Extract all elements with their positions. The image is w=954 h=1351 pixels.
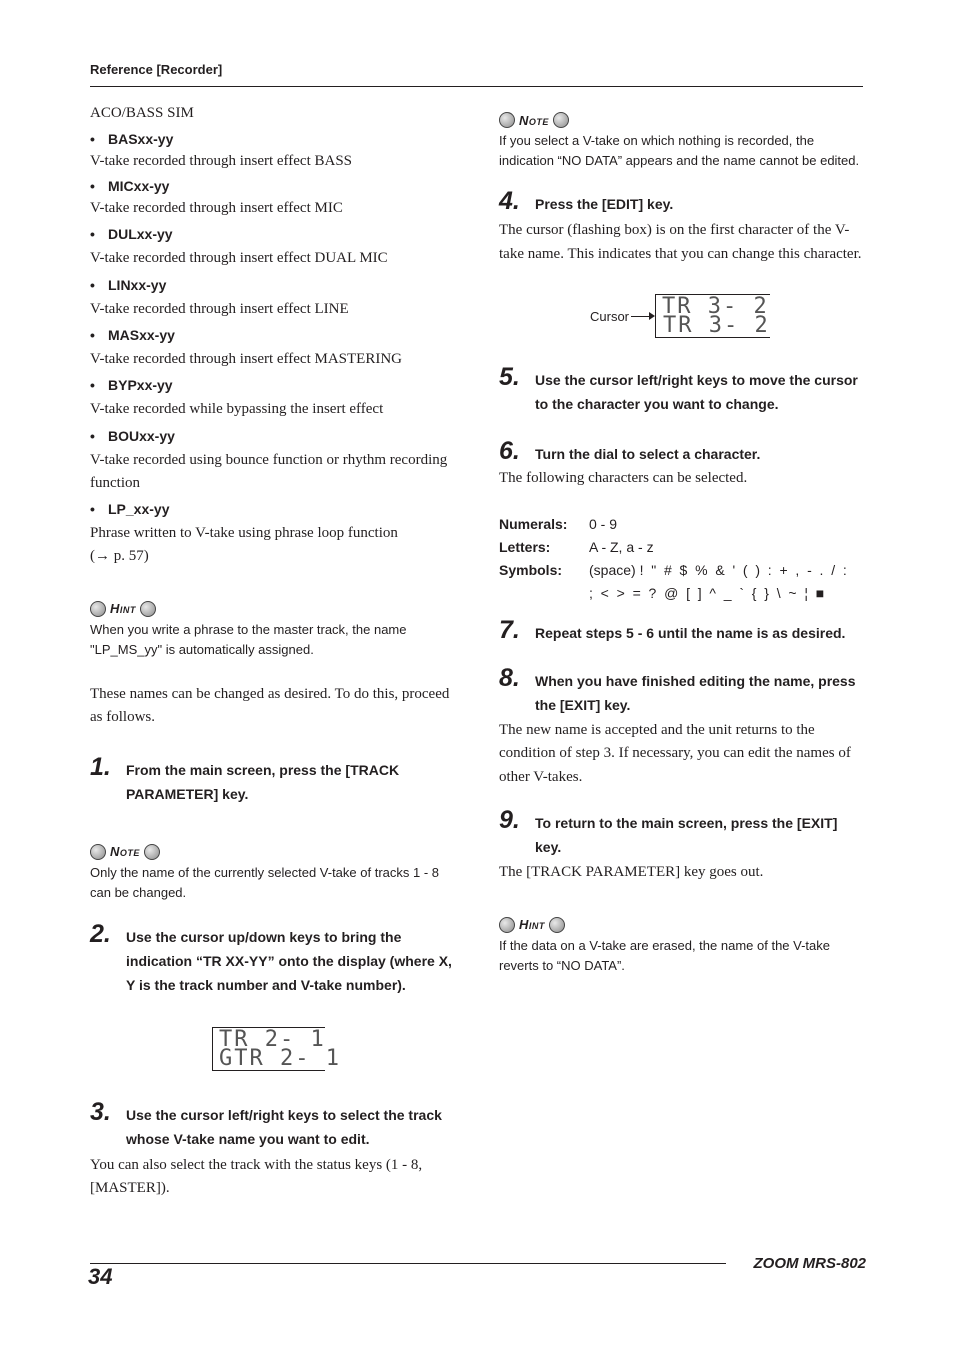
code-desc: V-take recorded using bounce function or rhythm recording function bbox=[90, 451, 448, 491]
code-name: MICxx-yy bbox=[108, 178, 170, 194]
symbols-value-line-2: ; < > = ? @ [ ] ^ _ ` { } \ ~ ¦ ■ bbox=[589, 584, 825, 601]
step-number: 1. bbox=[90, 752, 111, 781]
step-text: Use the cursor left/right keys to select the track whose V-take name you want to edit. bbox=[126, 1106, 442, 1147]
note-text: If you select a V-take on which nothing is recorded, the indication “NO DATA” appears and the name cannot be edited. bbox=[499, 133, 860, 168]
hint-box bbox=[499, 915, 864, 976]
lcd-display bbox=[212, 1027, 455, 1071]
cursor-label: Cursor bbox=[590, 308, 630, 324]
letters-label: Letters: bbox=[499, 538, 551, 555]
code-list bbox=[90, 128, 455, 569]
code-name: DULxx-yy bbox=[108, 225, 173, 242]
hint-text: When you write a phrase to the master track, the name "LP_MS_yy" is automatically assigned. bbox=[90, 621, 407, 657]
code-item: • DULxx-yy V-take recorded through insert effect DUAL MIC bbox=[90, 223, 455, 271]
step-3 bbox=[90, 1099, 455, 1151]
step-text: From the main screen, press the [TRACK PARAMETER] key. bbox=[126, 761, 400, 802]
step-text: Repeat steps 5 - 6 until the name is as desired. bbox=[535, 624, 846, 641]
header-rule bbox=[90, 86, 863, 87]
page-reference: (→ p. 57) bbox=[90, 548, 149, 564]
step-3-body: You can also select the track with the status keys (1 - 8, [MASTER]). bbox=[90, 1156, 423, 1196]
code-desc: V-take recorded through insert effect DUAL MIC bbox=[90, 249, 388, 266]
code-desc: V-take recorded through insert effect LINE bbox=[90, 301, 349, 317]
step-number: 6. bbox=[499, 437, 520, 465]
hint-bullet-icon bbox=[140, 601, 156, 617]
step-text: Use the cursor left/right keys to move the cursor to the character you want to change. bbox=[535, 372, 858, 412]
code-desc: V-take recorded through insert effect MASTERING bbox=[90, 350, 402, 367]
lcd-cursor-figure bbox=[590, 294, 864, 338]
code-desc: V-take recorded through insert effect MIC bbox=[90, 200, 343, 216]
right-column bbox=[499, 100, 864, 976]
step-4-body: The cursor (flashing box) is on the first character of the V-take name. This indicates that you can change this character. bbox=[499, 222, 862, 262]
symbols-label: Symbols: bbox=[499, 561, 563, 578]
step-number: 3. bbox=[90, 1097, 111, 1126]
note-bullet-icon bbox=[144, 844, 160, 860]
character-table bbox=[499, 513, 864, 605]
step-number: 5. bbox=[499, 363, 520, 391]
hint-bullet-icon bbox=[90, 601, 106, 617]
footer-brand: ZOOM MRS-802 bbox=[753, 1255, 866, 1272]
section-label: ACO/BASS SIM bbox=[90, 105, 194, 121]
lcd-line-2: TR 3- 2 bbox=[663, 313, 770, 338]
note-box bbox=[90, 842, 455, 903]
note-label: Note bbox=[110, 844, 140, 859]
step-1 bbox=[90, 754, 455, 806]
code-item: • BOUxx-yy V-take recorded using bounce function or rhythm recording function bbox=[90, 425, 455, 496]
note-text: Only the name of the currently selected V-take of tracks 1 - 8 can be changed. bbox=[90, 864, 440, 900]
step-text: To return to the main screen, press the [EXIT] key. bbox=[535, 815, 838, 855]
page-header-title: Reference [Recorder] bbox=[90, 62, 223, 77]
left-column bbox=[90, 100, 455, 1201]
code-name: LP_xx-yy bbox=[108, 500, 170, 517]
footer-rule bbox=[90, 1263, 726, 1264]
page-number: 34 bbox=[88, 1264, 113, 1289]
hint-box bbox=[90, 599, 455, 660]
hint-bullet-icon bbox=[499, 917, 515, 933]
lcd-line-1: TR 3- 2 bbox=[662, 294, 769, 319]
step-text: When you have finished editing the name, press the [EXIT] key. bbox=[535, 672, 856, 713]
step-text: Use the cursor up/down keys to bring the indication “TR XX-YY” onto the display (where X, Y is the track number and V-take number). bbox=[126, 928, 452, 993]
step-6 bbox=[499, 438, 864, 466]
note-label: Note bbox=[519, 112, 549, 128]
code-name: LINxx-yy bbox=[108, 277, 167, 293]
code-item: • MASxx-yy V-take recorded through insert effect MASTERING bbox=[90, 324, 455, 372]
step-text: Press the [EDIT] key. bbox=[535, 196, 674, 212]
step-9-body: The [TRACK PARAMETER] key goes out. bbox=[499, 864, 764, 880]
step-number: 2. bbox=[90, 919, 111, 948]
step-number: 7. bbox=[499, 615, 520, 644]
code-item: • MICxx-yy V-take recorded through insert effect MIC bbox=[90, 175, 455, 221]
numerals-value: 0 - 9 bbox=[589, 515, 618, 532]
step-6-body: The following characters can be selected. bbox=[499, 470, 748, 486]
note-bullet-icon bbox=[553, 112, 569, 128]
code-item: • LINxx-yy V-take recorded through insert effect LINE bbox=[90, 274, 455, 322]
lcd-line-1: TR 2- 1 bbox=[219, 1026, 326, 1052]
code-desc: V-take recorded through insert effect BASS bbox=[90, 152, 353, 169]
step-number: 9. bbox=[499, 806, 520, 834]
step-4 bbox=[499, 188, 864, 216]
intro-paragraph: These names can be changed as desired. To do this, proceed as follows. bbox=[90, 685, 450, 725]
step-number: 4. bbox=[499, 187, 520, 215]
numerals-label: Numerals: bbox=[499, 515, 568, 532]
symbols-value-line-1: (space) ! " # $ % & ' ( ) : + , - . / : bbox=[589, 561, 847, 578]
letters-value: A - Z, a - z bbox=[589, 538, 654, 555]
code-name: BYPxx-yy bbox=[108, 377, 173, 393]
hint-label: Hint bbox=[110, 601, 136, 616]
step-number: 8. bbox=[499, 663, 520, 692]
hint-bullet-icon bbox=[549, 917, 565, 933]
step-9 bbox=[499, 807, 864, 859]
code-desc: Phrase written to V-take using phrase loop function bbox=[90, 524, 398, 541]
step-text: Turn the dial to select a character. bbox=[535, 446, 761, 462]
step-5 bbox=[499, 364, 864, 416]
code-name: BOUxx-yy bbox=[108, 427, 175, 444]
code-item: • LP_xx-yy Phrase written to V-take using phrase loop function (→ p. 57) bbox=[90, 498, 455, 569]
step-2 bbox=[90, 921, 455, 997]
hint-text: If the data on a V-take are erased, the name of the V-take reverts to “NO DATA”. bbox=[499, 937, 830, 973]
arrow-right-icon bbox=[631, 316, 653, 317]
lcd-line-2: GTR 2- 1 bbox=[219, 1045, 341, 1071]
step-7 bbox=[499, 617, 864, 645]
note-box bbox=[499, 110, 864, 171]
code-item: • BYPxx-yy V-take recorded while bypassing the insert effect bbox=[90, 374, 455, 422]
code-desc: V-take recorded while bypassing the insert effect bbox=[90, 401, 384, 417]
step-8 bbox=[499, 665, 864, 717]
hint-label: Hint bbox=[519, 917, 545, 932]
note-bullet-icon bbox=[90, 844, 106, 860]
code-item: • BASxx-yy V-take recorded through insert effect BASS bbox=[90, 128, 455, 174]
code-name: MASxx-yy bbox=[108, 326, 175, 343]
code-name: BASxx-yy bbox=[108, 130, 174, 147]
step-8-body: The new name is accepted and the unit returns to the condition of step 3. If necessary, you can edit the names of other V-takes. bbox=[499, 721, 851, 785]
note-bullet-icon bbox=[499, 112, 515, 128]
